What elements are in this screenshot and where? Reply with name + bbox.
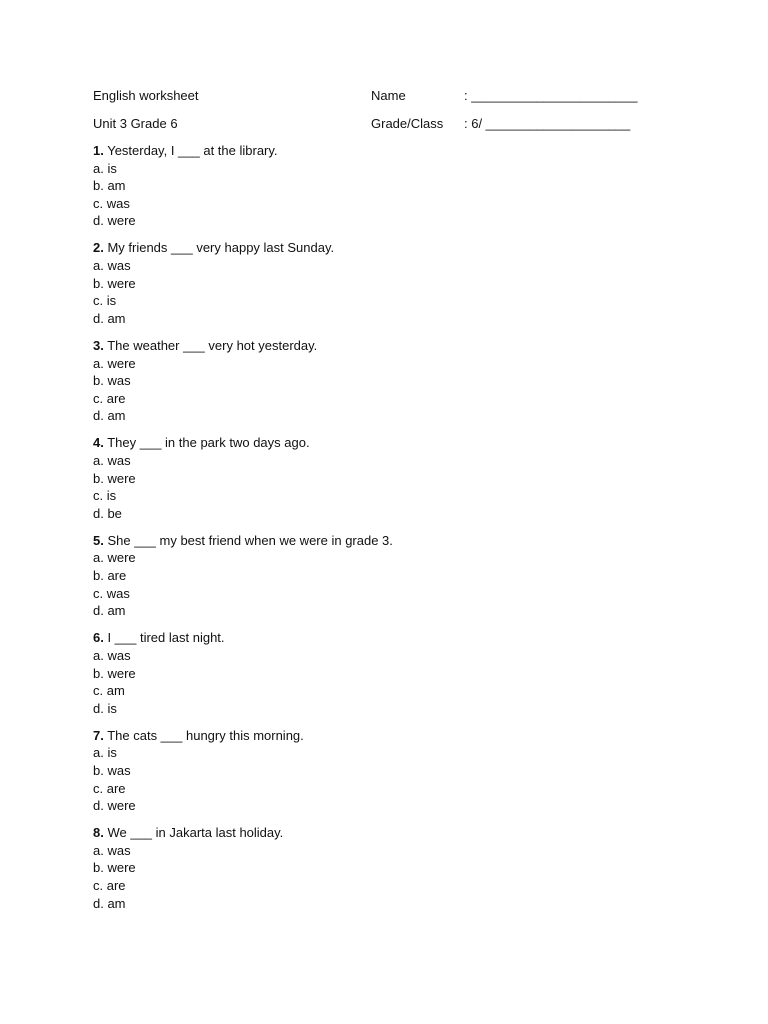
question-number: 6. [93,630,104,646]
question-number: 5. [93,532,104,548]
question-list [93,142,693,922]
option-a: a. is [93,745,117,761]
grade-class-blank: : 6/ ____________________ [464,116,631,131]
question-text [93,142,693,160]
option-a: a. was [93,647,131,663]
question-stem: The weather ___ very hot yesterday. [103,337,318,353]
option-c: c. are [93,780,126,796]
option-a: a. was [93,258,131,274]
name-blank: : _______________________ [464,88,638,103]
question-item [93,727,693,815]
question-item [93,239,693,327]
option-b: b. was [93,373,131,389]
option-d: d. am [93,408,126,424]
question-number: 3. [93,337,104,353]
question-item [93,532,693,620]
question-item [93,824,693,912]
question-item [93,434,693,522]
question-item [93,142,693,230]
question-number: 8. [93,825,104,841]
question-stem: My friends ___ very happy last Sunday. [103,240,335,256]
option-a: a. was [93,453,131,468]
question-number: 4. [93,435,104,451]
question-number: 1. [93,143,104,158]
question-stem: The cats ___ hungry this morning. [103,727,304,743]
option-b: b. were [93,275,136,291]
header-row-1 [93,87,653,105]
question-text [93,824,693,842]
option-c: c. is [93,488,117,504]
option-c: c. is [93,293,117,309]
option-d: d. am [93,603,126,619]
header-row-2 [93,115,653,133]
option-b: b. was [93,763,131,778]
question-stem: I ___ tired last night. [103,630,225,646]
option-a: a. is [93,160,117,176]
name-label: Name [371,88,406,103]
question-text [93,239,693,257]
option-a: a. was [93,842,131,858]
grade-class-label: Grade/Class [371,116,444,131]
option-d: d. were [93,213,136,229]
option-b: b. were [93,470,136,486]
option-b: b. am [93,178,126,194]
option-c: c. are [93,878,126,894]
question-number: 2. [93,240,104,256]
question-text [93,532,693,550]
option-d: d. am [93,310,126,326]
option-d: d. were [93,798,136,814]
worksheet-title: English worksheet [93,88,199,103]
option-c: c. was [93,195,130,211]
question-stem: Yesterday, I ___ at the library. [103,143,278,158]
unit-grade-label: Unit 3 Grade 6 [93,116,178,131]
option-c: c. am [93,683,125,699]
question-text [93,434,693,452]
question-text [93,629,693,647]
question-item [93,337,693,425]
question-item [93,629,693,717]
option-b: b. are [93,568,127,584]
option-b: b. were [93,665,136,681]
option-a: a. were [93,550,136,566]
option-c: c. are [93,390,126,406]
option-c: c. was [93,585,130,601]
question-stem: They ___ in the park two days ago. [103,435,310,451]
option-d: d. is [93,700,117,716]
option-b: b. were [93,860,136,876]
question-text [93,727,693,745]
question-stem: We ___ in Jakarta last holiday. [103,825,284,841]
option-d: d. am [93,895,126,911]
question-number: 7. [93,727,104,743]
option-d: d. be [93,505,122,521]
question-stem: She ___ my best friend when we were in grade 3. [103,532,393,548]
option-a: a. were [93,355,136,371]
question-text [93,337,693,355]
